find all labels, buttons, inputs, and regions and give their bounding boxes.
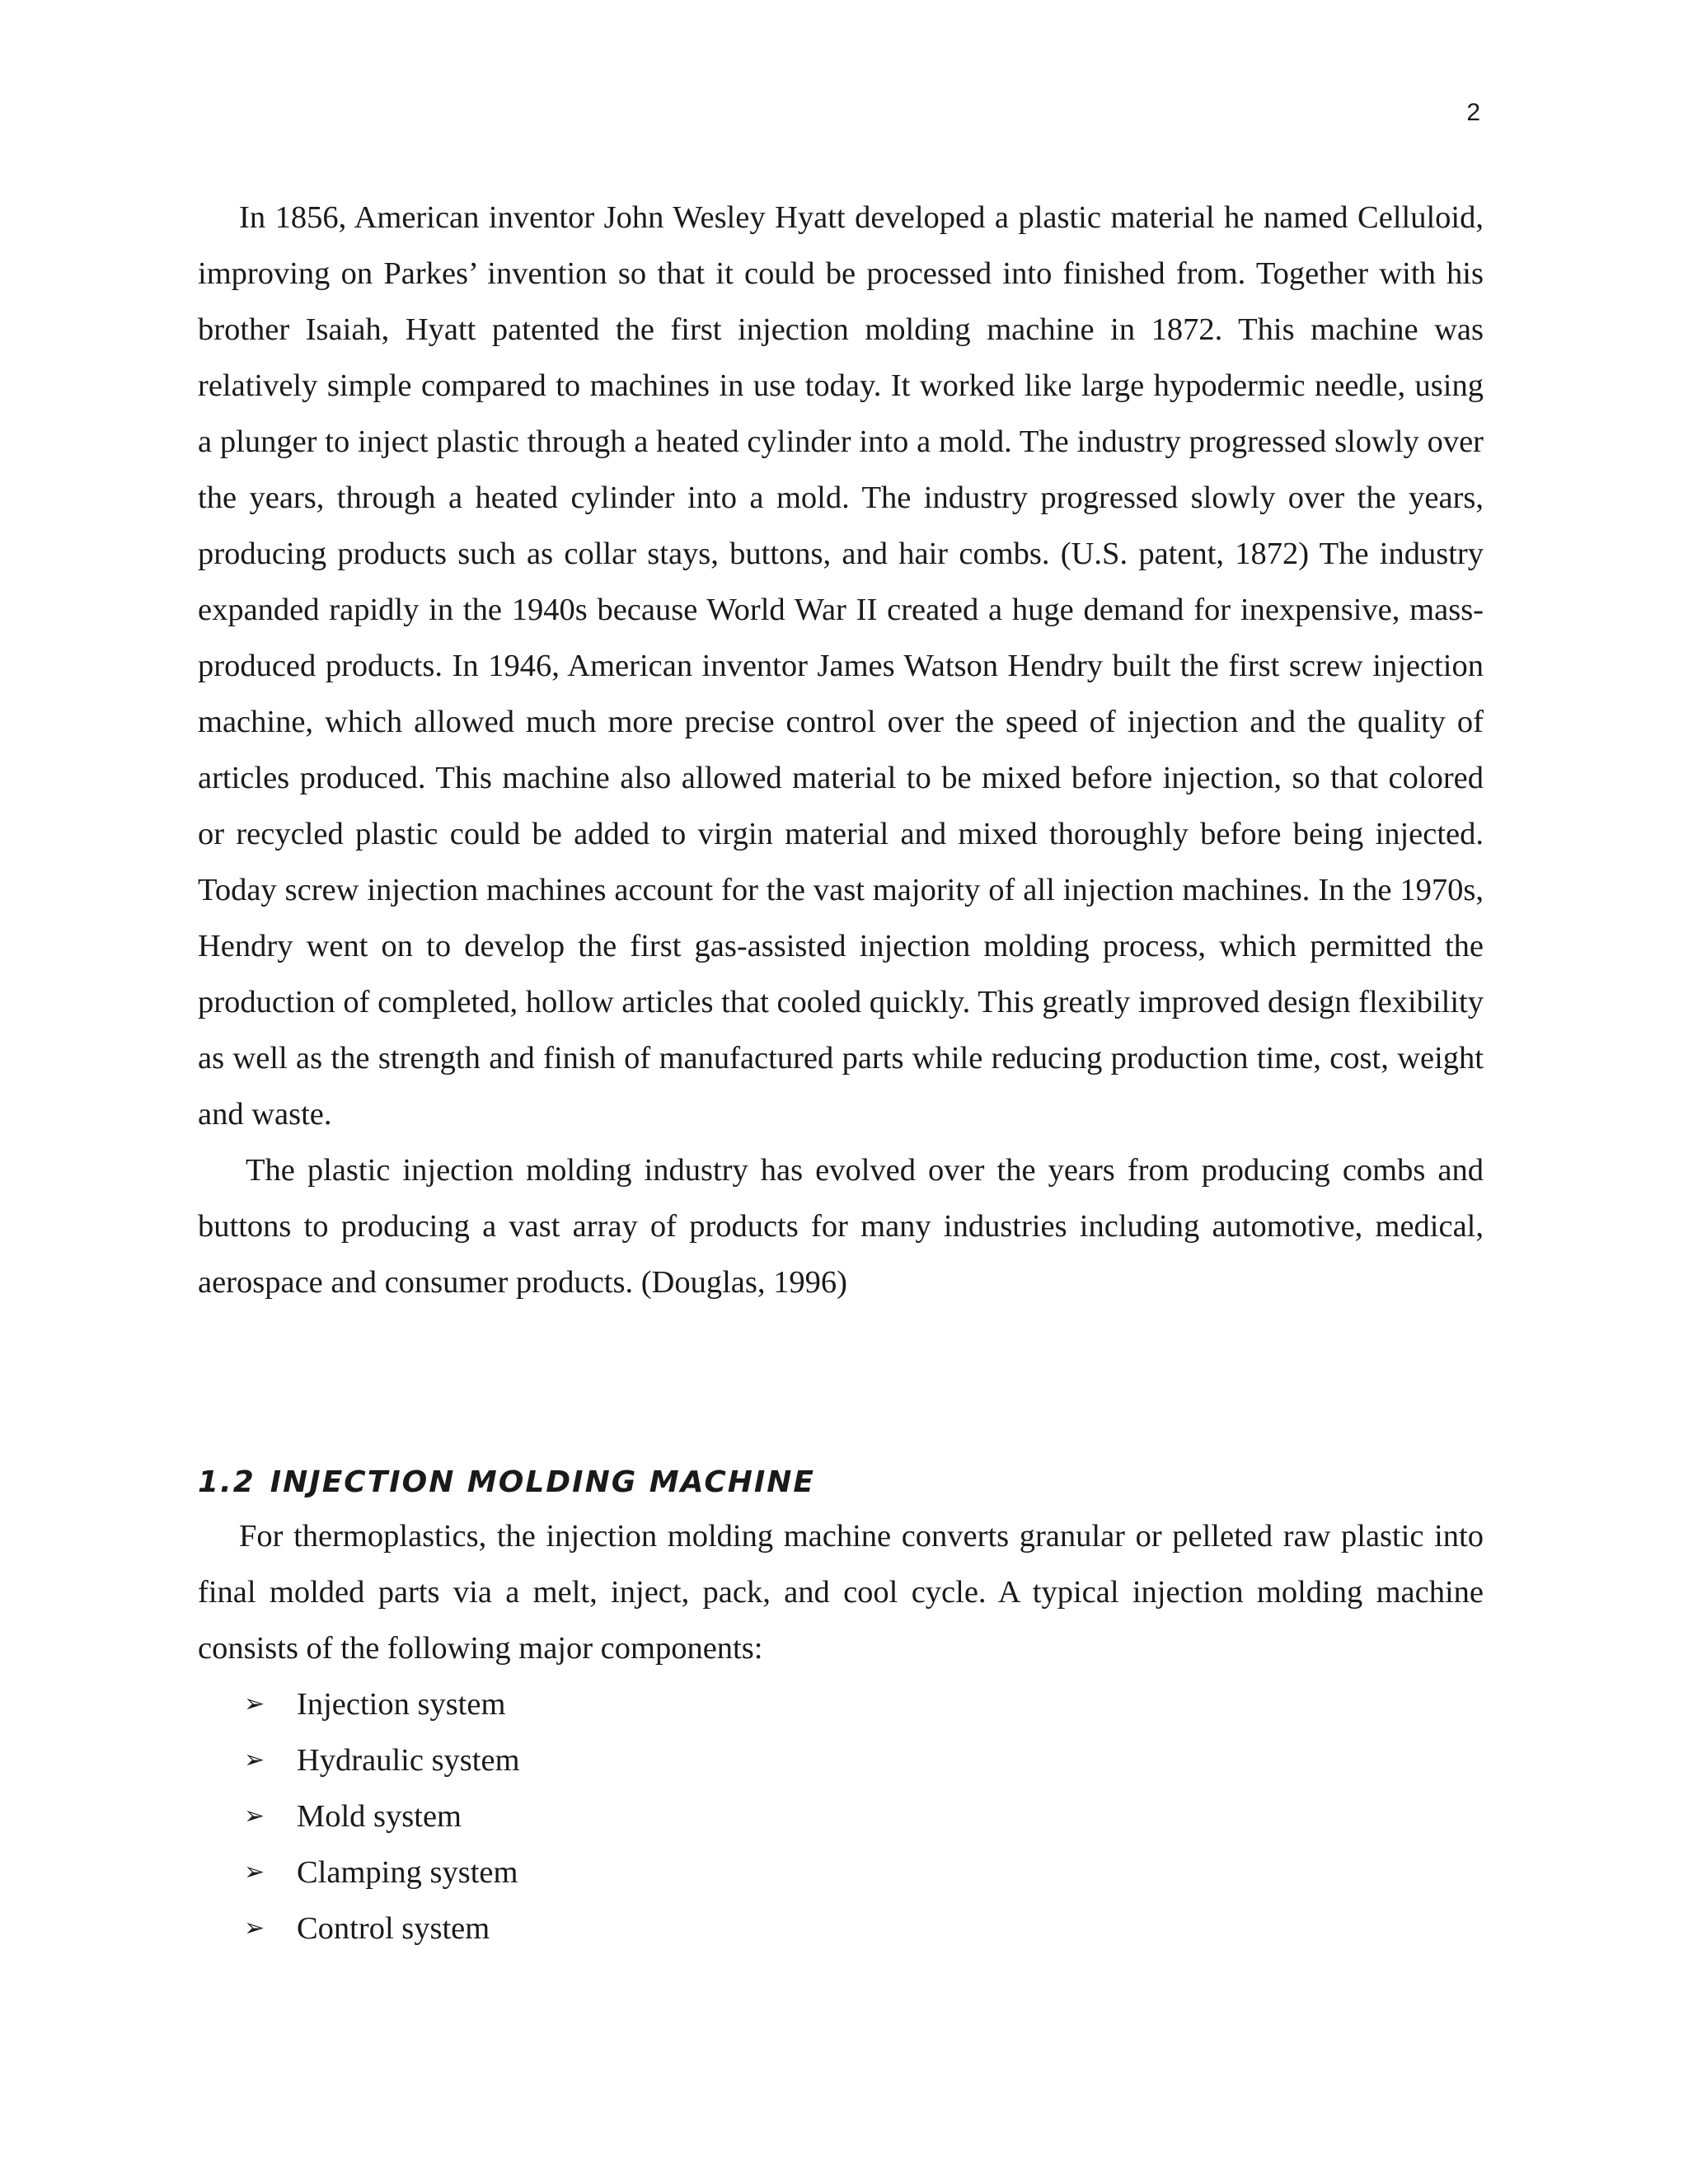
list-item-label: Hydraulic system	[297, 1743, 520, 1778]
arrow-bullet-icon: ➢	[244, 1690, 265, 1718]
arrow-bullet-icon: ➢	[244, 1802, 265, 1830]
page-number: 2	[1466, 99, 1480, 126]
section-intro-paragraph: For thermoplastics, the injection molding machine converts granular or pelleted raw plastic into final molded parts via a melt, inject, pack, and cool cycle. A typical injection molding machine consists of the following major components:	[198, 1519, 1484, 1666]
arrow-bullet-icon: ➢	[244, 1858, 265, 1886]
arrow-bullet-icon: ➢	[244, 1746, 265, 1774]
list-item	[244, 1788, 1484, 1844]
section-number: 1.2	[198, 1465, 256, 1499]
list-item	[244, 1732, 1484, 1788]
section-title: INJECTION MOLDING MACHINE	[270, 1465, 816, 1499]
industry-paragraph: The plastic injection molding industry has evolved over the years from producing combs and buttons to producing a vast array of products for many industries including automotive, medical, aerospace and consumer products. (Douglas, 1996)	[198, 1153, 1484, 1300]
list-item-label: Injection system	[297, 1687, 506, 1722]
arrow-bullet-icon: ➢	[244, 1914, 265, 1943]
components-list	[198, 1676, 1484, 1957]
history-paragraph: In 1856, American inventor John Wesley Hyatt developed a plastic material he named Celluloid, improving on Parkes’ invention so that it could be processed into finished from. Together with his brother Isaiah, Hyatt patented the first injection molding machine in 1872. This machine was relatively simple compared to machines in use today. It worked like large hypodermic needle, using a plunger to inject plastic through a heated cylinder into a mold. The industry progressed slowly over the years, through a heated cylinder into a mold. The industry progressed slowly over the years, producing products such as collar stays, buttons, and hair combs. (U.S. patent, 1872) The industry expanded rapidly in the 1940s because World War II created a huge demand for inexpensive, mass-produced products. In 1946, American inventor James Watson Hendry built the first screw injection machine, which allowed much more precise control over the speed of injection and the quality of articles produced. This machine also allowed material to be mixed before injection, so that colored or recycled plastic could be added to virgin material and mixed thoroughly before being injected. Today screw injection machines account for the vast majority of all injection machines. In the 1970s, Hendry went on to develop the first gas-assisted injection molding process, which permitted the production of completed, hollow articles that cooled quickly. This greatly improved design flexibility as well as the strength and finish of manufactured parts while reducing production time, cost, weight and waste.	[198, 200, 1484, 1132]
section-heading	[198, 1459, 1484, 1507]
list-item	[244, 1844, 1484, 1900]
list-item	[244, 1676, 1484, 1732]
list-item-label: Mold system	[297, 1799, 462, 1834]
list-item-label: Control system	[297, 1911, 490, 1946]
list-item-label: Clamping system	[297, 1855, 518, 1890]
list-item	[244, 1900, 1484, 1957]
document-body	[198, 190, 1484, 1957]
